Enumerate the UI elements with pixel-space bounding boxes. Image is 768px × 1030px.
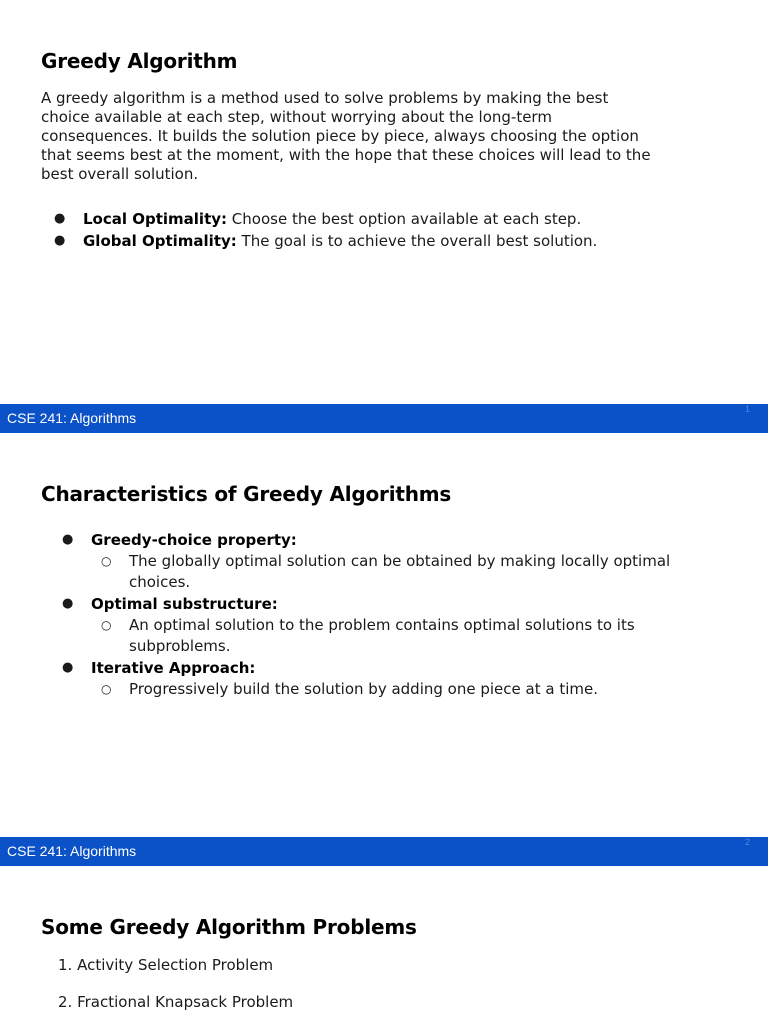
slide-title: Greedy Algorithm (41, 49, 238, 73)
list-item: 2. Fractional Knapsack Problem (58, 993, 294, 1011)
list-item (62, 529, 742, 551)
slide-footer (0, 837, 768, 866)
list-item-text (54, 230, 734, 252)
slide-greedy-algorithm (0, 0, 768, 433)
list-item: 1. Activity Selection Problem (58, 956, 274, 974)
intro-paragraph (41, 89, 691, 184)
paragraph-line: consequences. It builds the solution piece by piece, always choosing the option (41, 127, 639, 145)
list-item-description: Choose the best option available at each step. (227, 210, 582, 228)
sub-item-line: choices. (129, 573, 191, 591)
list-item-term: Greedy-choice property: (91, 531, 297, 549)
paragraph-line: best overall solution. (41, 165, 199, 183)
paragraph-line: A greedy algorithm is a method used to solve problems by making the best (41, 89, 609, 107)
course-label: CSE 241: Algorithms (7, 843, 137, 859)
list-item-term: Local Optimality: (83, 210, 228, 228)
list-item-description: The goal is to achieve the overall best solution. (236, 232, 598, 250)
sub-bullet-icon: ○ (101, 682, 112, 696)
list-item (62, 593, 742, 615)
list-item-text (54, 208, 734, 230)
sub-item-line: An optimal solution to the problem contains optimal solutions to its (129, 616, 635, 634)
paragraph-line: that seems best at the moment, with the hope that these choices will lead to the (41, 146, 651, 164)
sub-list-item (62, 615, 742, 657)
sub-list-item (62, 551, 742, 593)
list-item (54, 230, 734, 252)
list-item (54, 208, 734, 230)
bullet-icon: ● (62, 596, 74, 611)
course-label: CSE 241: Algorithms (7, 410, 137, 426)
bullet-icon: ● (54, 211, 66, 226)
sub-item-line: Progressively build the solution by adding one piece at a time. (129, 680, 598, 698)
sub-bullet-icon: ○ (101, 554, 112, 568)
sub-item-line: The globally optimal solution can be obtained by making locally optimal (129, 552, 671, 570)
slide-greedy-problems (0, 866, 768, 1024)
page-number: 1 (744, 404, 750, 414)
bullet-icon: ● (62, 660, 74, 675)
page-number: 2 (744, 837, 750, 847)
optimality-list (54, 208, 734, 252)
list-item-term: Global Optimality: (83, 232, 237, 250)
sub-bullet-icon: ○ (101, 618, 112, 632)
list-item-term: Iterative Approach: (91, 659, 256, 677)
sub-item-line: subproblems. (129, 637, 231, 655)
bullet-icon: ● (62, 532, 74, 547)
problems-list (58, 956, 293, 1030)
slide-title: Characteristics of Greedy Algorithms (41, 482, 452, 506)
characteristics-list (62, 529, 742, 700)
slide-characteristics (0, 433, 768, 866)
slide-footer (0, 404, 768, 433)
sub-list-item (62, 679, 742, 700)
list-item (62, 657, 742, 679)
bullet-icon: ● (54, 233, 66, 248)
paragraph-line: choice available at each step, without worrying about the long-term (41, 108, 552, 126)
slide-title: Some Greedy Algorithm Problems (41, 915, 417, 939)
list-item-term: Optimal substructure: (91, 595, 278, 613)
